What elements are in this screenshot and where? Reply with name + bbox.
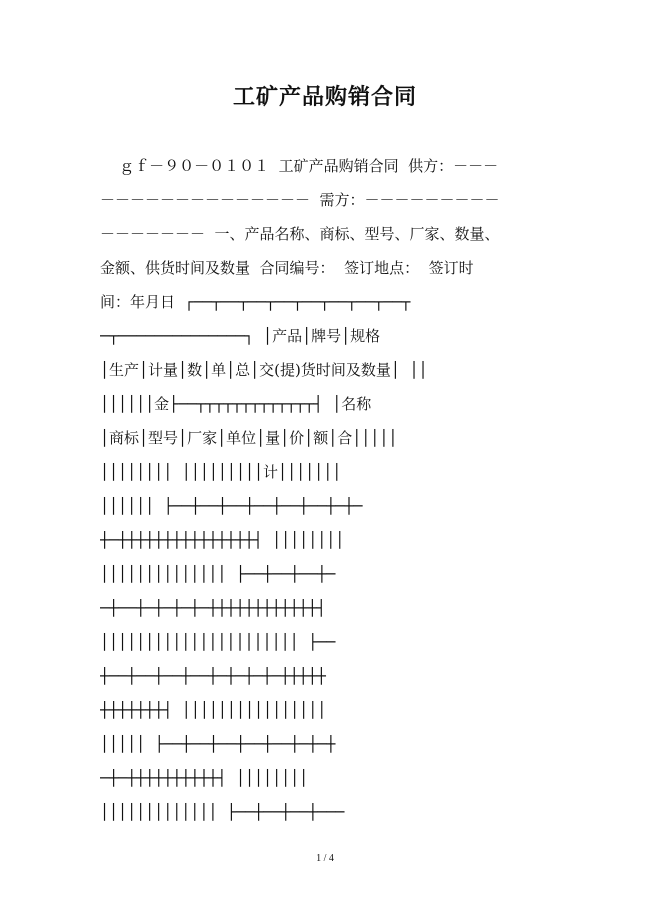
body-line: ｇｆ－９０－０１０１ 工矿产品购销合同 供方：－－－ xyxy=(100,157,499,175)
body-line: ┼──┼──┼──┼──┼─┼─┼─┼─┼┼┼┼┼ xyxy=(100,667,326,685)
body-line: ─┬──────────────┐ │产品│牌号│规格 xyxy=(100,327,381,345)
body-line: ─┼─┼┼┼┼┼┼┼┼┼┼┤ ││││││││ xyxy=(100,769,309,787)
body-line: ││││││ ├──┼──┼──┼──┼──┼──┼─┼─ xyxy=(100,497,363,515)
body-line: ││││││││ │││││││││计│││││││ xyxy=(100,463,342,481)
body-line: ││││││││││││││ ├──┼──┼──┼─ xyxy=(100,565,336,583)
body-line: │生产│计量│数│单│总│交(提)货时间及数量│ ││ xyxy=(100,361,428,379)
body-line: ┼─┼┼┼┼┼┼┼┼┼┼┼┼┼┼┼┤ ││││││││ xyxy=(100,531,345,549)
document-title: 工矿产品购销合同 xyxy=(232,84,417,110)
page-number: 1 / 4 xyxy=(316,853,334,864)
body-line: │商标│型号│厂家│单位│量│价│额│合│││││ xyxy=(100,429,398,447)
body-line: ││││││金├──┬┬┬┬┬┬┬┬┬┬┬┬┬┤ │名称 xyxy=(100,395,372,413)
body-line: 间：年月日 ┌──┬──┬──┬──┬──┬──┬──┬──┬ xyxy=(100,293,411,311)
body-line: 金额、供货时间及数量 合同编号： 签订地点： 签订时 xyxy=(100,259,474,277)
body-line: －－－－－－－－－－－－－－ 需方：－－－－－－－－－ xyxy=(100,191,500,209)
body-line: ││││││││││││││││││││││ ├── xyxy=(100,633,336,651)
body-line: │││││││││││││ ├──┼──┼──┼─── xyxy=(100,803,345,821)
body-line: ┼┼┼┼┼┼┼┤ ││││││││││││││││ xyxy=(100,701,327,719)
body-line: －－－－－－－ 一、产品名称、商标、型号、厂家、数量、 xyxy=(100,225,500,243)
body-line: │││││ ├──┼──┼──┼──┼──┼─┼─┼ xyxy=(100,735,336,753)
body-line: ─┼──┼─┼─┼─┼─┼┼┼┼┼┼┼┼┼┼┼┼┤ xyxy=(100,599,326,617)
